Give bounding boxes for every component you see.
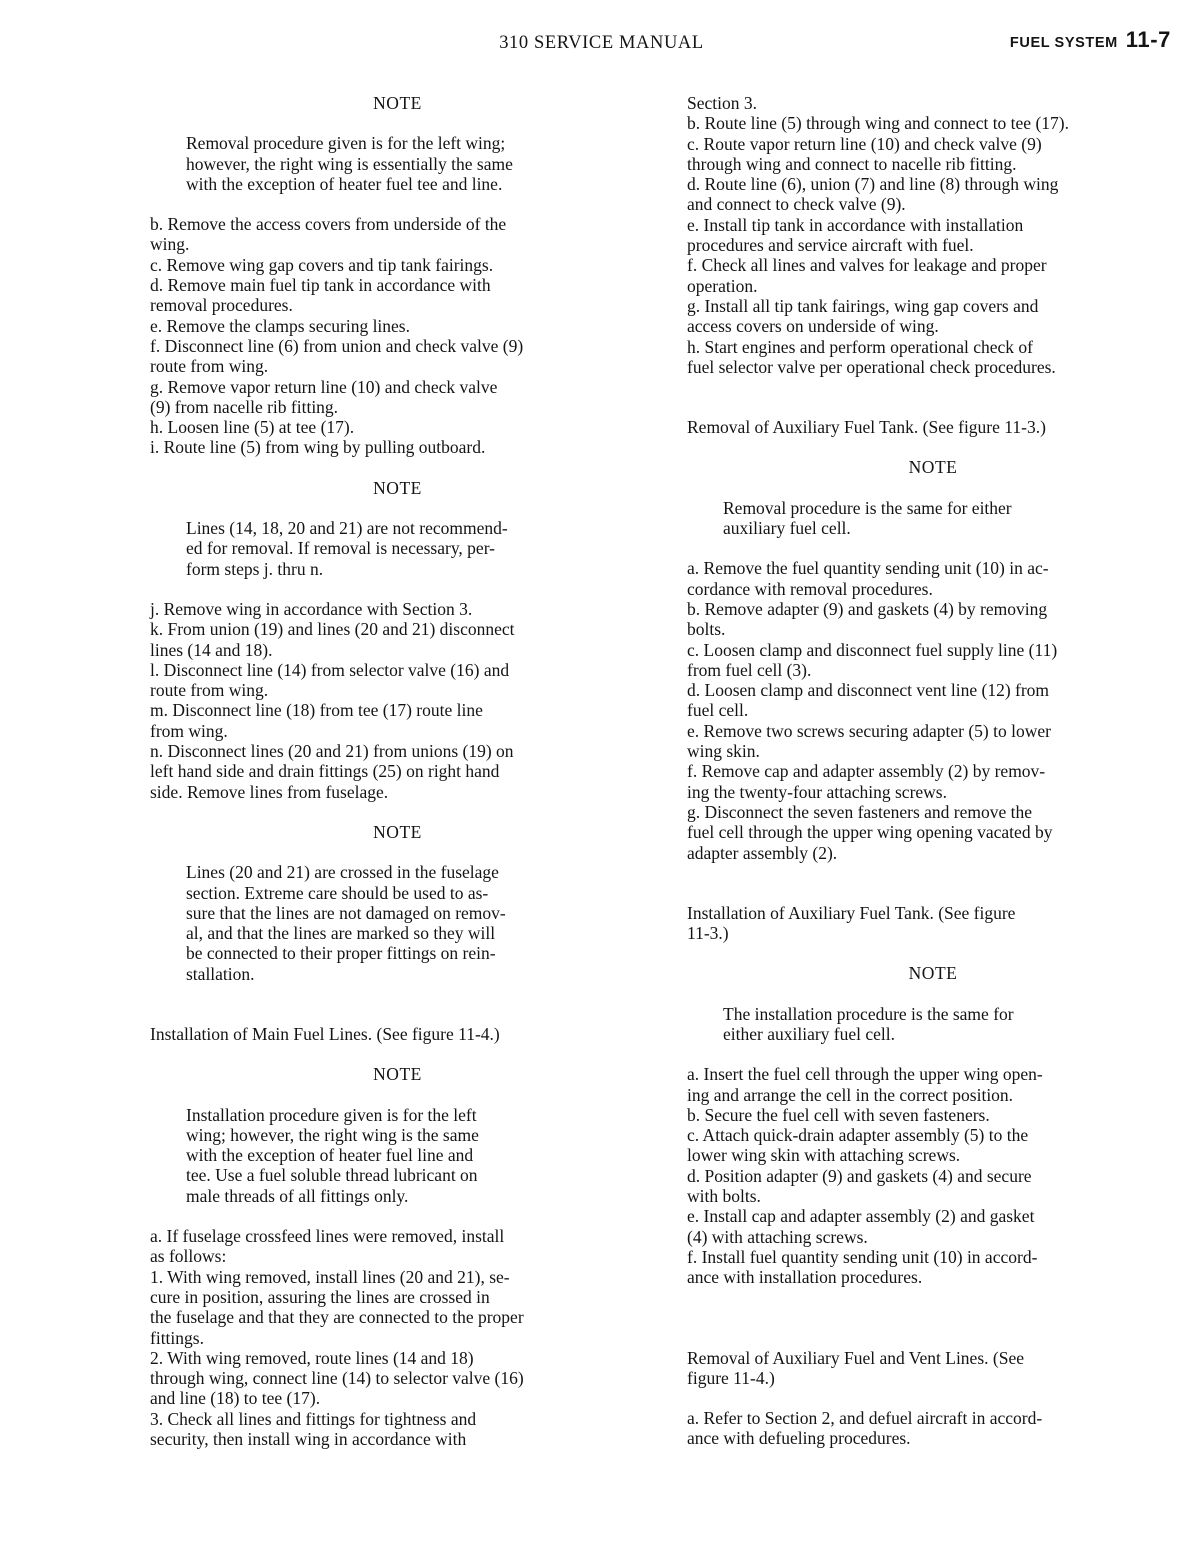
note-line: The installation procedure is the same for xyxy=(723,1003,1014,1024)
step-line: and line (18) to tee (17). xyxy=(150,1388,321,1409)
installation-steps-aux-tank xyxy=(687,1064,1179,1287)
step-line: 2. With wing removed, route lines (14 and 18) xyxy=(150,1347,474,1368)
note-title: NOTE xyxy=(373,93,422,113)
step-line: c. Attach quick-drain adapter assembly (5) to the xyxy=(687,1125,1029,1146)
step-line: ing the twenty-four attaching screws. xyxy=(687,781,947,802)
step-line: as follows: xyxy=(150,1246,227,1267)
step-line: with bolts. xyxy=(687,1186,761,1207)
note-line: Lines (20 and 21) are crossed in the fuselage xyxy=(186,862,499,883)
step-line: b. Remove adapter (9) and gaskets (4) by removing xyxy=(687,598,1048,619)
step-line: g. Remove vapor return line (10) and check valve xyxy=(150,376,498,397)
step-line: through wing, connect line (14) to selector valve (16) xyxy=(150,1368,524,1389)
step-line: d. Position adapter (9) and gaskets (4) and secure xyxy=(687,1165,1032,1186)
note-body xyxy=(150,518,645,579)
step-line: b. Remove the access covers from underside of the xyxy=(150,214,507,235)
step-line: f. Remove cap and adapter assembly (2) by remov- xyxy=(687,761,1046,782)
note-line: with the exception of heater fuel line and xyxy=(186,1145,474,1166)
step-line: (4) with attaching screws. xyxy=(687,1226,868,1247)
step-line: n. Disconnect lines (20 and 21) from unions (19) on xyxy=(150,741,514,762)
installation-steps-main xyxy=(150,1226,645,1449)
step-line: cure in position, assuring the lines are crossed in xyxy=(150,1286,490,1307)
step-line: a. Insert the fuel cell through the upper wing open- xyxy=(687,1064,1043,1085)
note-line: ed for removal. If removal is necessary, per- xyxy=(186,538,496,559)
step-line: and connect to check valve (9). xyxy=(687,194,906,215)
note-body xyxy=(150,1105,645,1206)
step-line: a. If fuselage crossfeed lines were removed, install xyxy=(150,1226,505,1247)
step-line: from fuel cell (3). xyxy=(687,659,812,680)
step-line: fuel selector valve per operational check procedures. xyxy=(687,356,1056,377)
step-line: e. Install tip tank in accordance with installation xyxy=(687,214,1024,235)
step-line: c. Route vapor return line (10) and check valve (9) xyxy=(687,133,1042,154)
step-line: fuel cell. xyxy=(687,700,749,721)
step-line: b. Secure the fuel cell with seven fasteners. xyxy=(687,1104,990,1125)
step-line: route from wing. xyxy=(150,356,269,377)
removal-steps-main xyxy=(150,214,645,458)
step-line: route from wing. xyxy=(150,680,269,701)
note-line: however, the right wing is essentially the same xyxy=(186,153,513,174)
note-body xyxy=(150,133,645,194)
note-line: Lines (14, 18, 20 and 21) are not recommend- xyxy=(186,518,508,539)
note-line: section. Extreme care should be used to as- xyxy=(186,882,489,903)
step-line: (9) from nacelle rib fitting. xyxy=(150,396,339,417)
step-line: 1. With wing removed, install lines (20 and 21), se- xyxy=(150,1266,510,1287)
note-line: Removal procedure is the same for either xyxy=(723,497,1012,518)
step-line: d. Route line (6), union (7) and line (8) through wing xyxy=(687,174,1059,195)
step-line: a. Remove the fuel quantity sending unit (10) in ac- xyxy=(687,558,1049,579)
step-line: Section 3. xyxy=(687,93,757,113)
note-title: NOTE xyxy=(373,821,422,842)
note-title: NOTE xyxy=(373,477,422,498)
step-line: i. Route line (5) from wing by pulling outboard. xyxy=(150,437,486,458)
step-line: wing. xyxy=(150,234,190,255)
section-page-label xyxy=(1009,27,1171,53)
note-line: Installation procedure given is for the left xyxy=(186,1104,477,1125)
step-line: e. Remove two screws securing adapter (5) to lower xyxy=(687,720,1051,741)
step-line: d. Loosen clamp and disconnect vent line (12) from xyxy=(687,680,1050,701)
step-line: d. Remove main fuel tip tank in accordance with xyxy=(150,275,491,296)
step-line: removal procedures. xyxy=(150,295,293,316)
step-line: adapter assembly (2). xyxy=(687,842,838,863)
step-line: f. Check all lines and valves for leakage and proper xyxy=(687,255,1047,276)
note-line: auxiliary fuel cell. xyxy=(723,518,851,539)
section-heading: Removal of Auxiliary Fuel Tank. (See figure 11-3.) xyxy=(687,417,1046,438)
step-line: ing and arrange the cell in the correct position. xyxy=(687,1084,1014,1105)
step-line: fuel cell through the upper wing opening vacated by xyxy=(687,822,1053,843)
right-column xyxy=(687,93,1179,1449)
step-line: lower wing skin with attaching screws. xyxy=(687,1145,961,1166)
section-heading xyxy=(687,903,1179,944)
removal-steps-crossfeed xyxy=(150,599,645,802)
note-line: sure that the lines are not damaged on remov- xyxy=(186,902,506,923)
step-line: security, then install wing in accordance with xyxy=(150,1429,467,1450)
note-body xyxy=(150,862,645,984)
step-line: left hand side and drain fittings (25) on right hand xyxy=(150,761,500,782)
note-title: NOTE xyxy=(908,963,958,984)
step-line: through wing and connect to nacelle rib fitting. xyxy=(687,153,1017,174)
step-line: e. Install cap and adapter assembly (2) and gasket xyxy=(687,1206,1035,1227)
step-line: fittings. xyxy=(150,1327,204,1348)
step-line: the fuselage and that they are connected to the proper xyxy=(150,1307,524,1328)
step-line: c. Remove wing gap covers and tip tank fairings. xyxy=(150,254,494,275)
note-line: form steps j. thru n. xyxy=(186,558,324,579)
heading-line: Removal of Auxiliary Fuel and Vent Lines. (See xyxy=(687,1347,1024,1368)
step-line: operation. xyxy=(687,275,758,296)
step-line: g. Install all tip tank fairings, wing gap covers and xyxy=(687,295,1039,316)
step-line: k. From union (19) and lines (20 and 21) disconnect xyxy=(150,619,515,640)
note-body xyxy=(687,1004,1179,1045)
note-line: either auxiliary fuel cell. xyxy=(723,1023,896,1044)
note-line: wing; however, the right wing is the same xyxy=(186,1124,479,1145)
step-line: ance with defueling procedures. xyxy=(687,1428,911,1449)
step-line: g. Disconnect the seven fasteners and remove the xyxy=(687,801,1033,822)
step-line: bolts. xyxy=(687,619,726,640)
note-line: male threads of all fittings only. xyxy=(186,1185,409,1206)
page-number: 11-7 xyxy=(1125,27,1171,52)
step-line: e. Remove the clamps securing lines. xyxy=(150,315,410,336)
note-line: tee. Use a fuel soluble thread lubricant on xyxy=(186,1165,478,1186)
manual-title: 310 SERVICE MANUAL xyxy=(499,33,704,53)
step-line: cordance with removal procedures. xyxy=(687,578,933,599)
note-line: al, and that the lines are marked so they will xyxy=(186,923,496,944)
step-line: c. Loosen clamp and disconnect fuel supply line (11) xyxy=(687,639,1058,660)
note-line: Removal procedure given is for the left wing; xyxy=(186,133,506,154)
heading-line: 11-3.) xyxy=(687,923,729,944)
step-line: lines (14 and 18). xyxy=(150,639,273,660)
step-line: ance with installation procedures. xyxy=(687,1267,923,1288)
note-title: NOTE xyxy=(373,1064,422,1085)
step-line: wing skin. xyxy=(687,741,760,762)
step-line: f. Install fuel quantity sending unit (10) in accord- xyxy=(687,1246,1038,1267)
step-line: access covers on underside of wing. xyxy=(687,316,939,337)
heading-line: Installation of Auxiliary Fuel Tank. (See figure xyxy=(687,902,1016,923)
step-line: from wing. xyxy=(150,720,228,741)
removal-steps-aux-tank xyxy=(687,558,1179,862)
step-line: b. Route line (5) through wing and connect to tee (17). xyxy=(687,113,1069,134)
step-line: m. Disconnect line (18) from tee (17) route line xyxy=(150,700,483,721)
step-line: side. Remove lines from fuselage. xyxy=(150,781,389,802)
section-heading: Installation of Main Fuel Lines. (See figure 11-4.) xyxy=(150,1023,500,1044)
installation-steps-continued xyxy=(687,93,1179,377)
note-title: NOTE xyxy=(908,457,958,478)
section-label: FUEL SYSTEM xyxy=(1009,35,1118,51)
step-line: procedures and service aircraft with fuel. xyxy=(687,235,974,256)
left-column xyxy=(150,93,645,1449)
note-line: stallation. xyxy=(186,963,255,984)
step-line: h. Loosen line (5) at tee (17). xyxy=(150,417,355,438)
note-line: with the exception of heater fuel tee and line. xyxy=(186,173,503,194)
step-line: f. Disconnect line (6) from union and check valve (9) xyxy=(150,335,524,356)
note-line: be connected to their proper fittings on rein- xyxy=(186,943,496,964)
note-body xyxy=(687,498,1179,539)
step-line: 3. Check all lines and fittings for tightness and xyxy=(150,1408,477,1429)
step-line: j. Remove wing in accordance with Section 3. xyxy=(150,598,473,619)
step-line: h. Start engines and perform operational check of xyxy=(687,336,1033,357)
step-line: l. Disconnect line (14) from selector valve (16) and xyxy=(150,659,510,680)
heading-line: figure 11-4.) xyxy=(687,1367,775,1388)
step-line: a. Refer to Section 2, and defuel aircraft in accord- xyxy=(687,1408,1043,1429)
removal-steps-aux-lines xyxy=(687,1408,1179,1449)
section-heading xyxy=(687,1348,1179,1389)
